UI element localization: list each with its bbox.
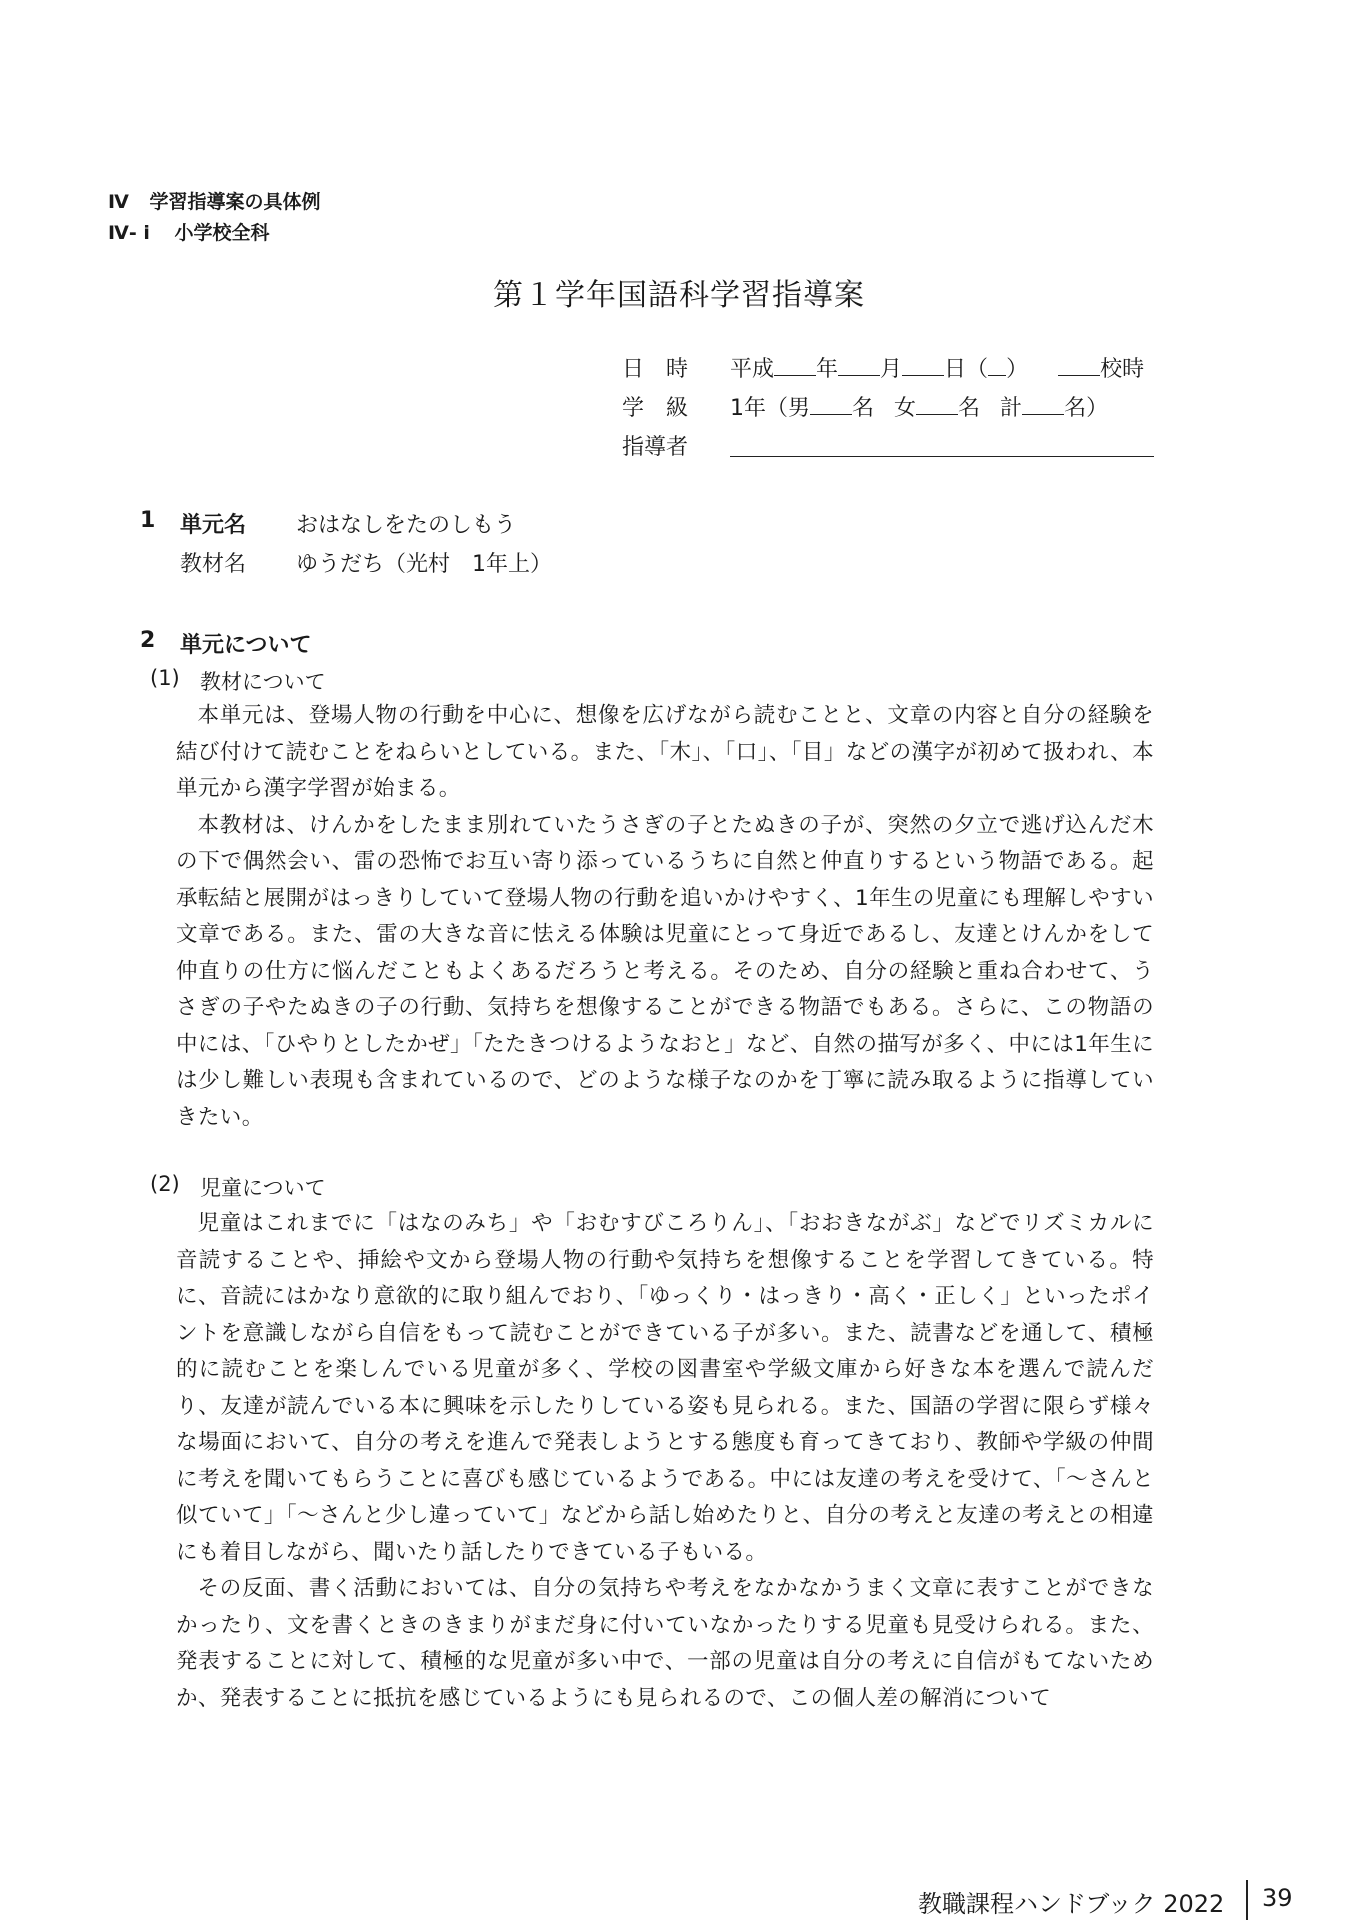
date-year: 年 (816, 357, 839, 382)
class-grade: 1年（男 (730, 396, 810, 421)
footer-divider (1246, 1880, 1248, 1920)
blank-weekday (988, 353, 1006, 376)
class-male-unit: 名 (852, 396, 875, 421)
teacher-blank (730, 456, 1154, 457)
page-title: 第１学年国語科学習指導案 (493, 278, 865, 313)
subsection1-number: (1) (150, 666, 180, 690)
chapter-title: 学習指導案の具体例 (149, 191, 321, 213)
paragraph: 児童はこれまでに「はなのみち」や「おむすびころりん」、「おおきながぶ」などでリズミカルに音読することや、挿絵や文から登場人物の行動や気持ちを想像することを学習してきている。特に、音読にはかなり意欲的に取り組んでおり、「ゆっくり・はっきり・高く・正しく」といったポイントを意識しながら自信をもって読むことができている子が多い。また、読書などを通して、積極的に読むことを楽しんでいる児童が多く、学校の図書室や学級文庫から好きな本を選んで読んだり、友達が読んでいる本に興味を示したりしている姿も見られる。また、国語の学習に限らず様々な場面において、自分の考えを進んで発表しようとする態度も育ってきており、教師や学級の仲間に考えを聞いてもらうことに喜びも感じているようである。中には友達の考えを受けて、「～さんと似ていて」「～さんと少し違っていて」などから話し始めたりと、自分の考えと友達の考えとの相違にも着目しながら、聞いたり話したりできている子もいる。 (176, 1211, 1154, 1565)
class-total-unit: 名） (1064, 396, 1109, 421)
class-female: 女 (894, 396, 917, 421)
class-label: 学 級 (622, 396, 689, 421)
section1-number: 1 (140, 508, 156, 533)
teacher-label: 指導者 (622, 435, 689, 460)
paragraph: 本教材は、けんかをしたまま別れていたうさぎの子とたぬきの子が、突然の夕立で逃げ込んだ木の下で偶然会い、雷の恐怖でお互い寄り添っているうちに自然と仲直りするという物語である。起承転結と展開がはっきりしていて登場人物の行動を追いかけやすく、1年生の児童にも理解しやすい文章である。また、雷の大きな音に怯える体験は児童にとって身近であるし、友達とけんかをして仲直りの仕方に悩んだこともよくあるだろうと考える。そのため、自分の経験と重ね合わせて、うさぎの子やたぬきの子の行動、気持ちを想像することができる物語でもある。さらに、この物語の中には、「ひやりとしたかぜ」「たたきつけるようなおと」など、自然の描写が多く、中には1年生には少し難しい表現も含まれているので、どのような様子なのかを丁寧に読み取るように指導していきたい。 (176, 812, 1154, 1130)
material-name-value: ゆうだち（光村 1年上） (296, 552, 552, 577)
subsection2-title: 児童について (200, 1176, 326, 1200)
date-month: 月 (880, 357, 903, 382)
date-day: 日（ (944, 357, 989, 382)
class-total: 計 (1000, 396, 1023, 421)
date-close: ） (1006, 357, 1029, 382)
date-era: 平成 (730, 357, 775, 382)
page-number: 39 (1262, 1884, 1293, 1912)
footer-book-title: 教職課程ハンドブック 2022 (918, 1890, 1225, 1918)
subsection2-number: (2) (150, 1172, 180, 1196)
date-label: 日 時 (622, 357, 689, 382)
subsection2-body (176, 1206, 1154, 1717)
blank-total (1022, 392, 1064, 415)
class-female-unit: 名 (958, 396, 981, 421)
unit-name-value: おはなしをたのしもう (296, 513, 517, 538)
blank-day (902, 353, 944, 376)
blank-female (916, 392, 958, 415)
material-name-label: 教材名 (180, 552, 247, 577)
date-row (730, 352, 1144, 383)
subchapter-title: 小学校全科 (174, 222, 270, 244)
subsection1-title: 教材について (200, 670, 326, 694)
unit-name-label: 単元名 (180, 513, 247, 538)
subchapter-number: Ⅳ- i (108, 222, 150, 244)
chapter-heading (108, 187, 321, 214)
paragraph: 本単元は、登場人物の行動を中心に、想像を広げながら読むことと、文章の内容と自分の経験を結び付けて読むことをねらいとしている。また、「木」、「口」、「目」などの漢字が初めて扱われ、本単元から漢字学習が始まる。 (176, 703, 1154, 801)
blank-month (838, 353, 880, 376)
section2-title: 単元について (180, 633, 312, 658)
subchapter-heading (108, 218, 270, 245)
blank-year (774, 353, 816, 376)
blank-male (810, 392, 852, 415)
chapter-number: Ⅳ (108, 191, 129, 213)
date-period: 校時 (1100, 357, 1145, 382)
subsection1-body (176, 698, 1154, 1136)
blank-period (1058, 353, 1100, 376)
section2-number: 2 (140, 628, 156, 653)
class-row (730, 391, 1108, 422)
paragraph: その反面、書く活動においては、自分の気持ちや考えをなかなかうまく文章に表すことができなかったり、文を書くときのきまりがまだ身に付いていなかったりする児童も見受けられる。また、発表することに対して、積極的な児童が多い中で、一部の児童は自分の考えに自信がもてないためか、発表することに抵抗を感じているようにも見られるので、この個人差の解消について (176, 1576, 1154, 1711)
